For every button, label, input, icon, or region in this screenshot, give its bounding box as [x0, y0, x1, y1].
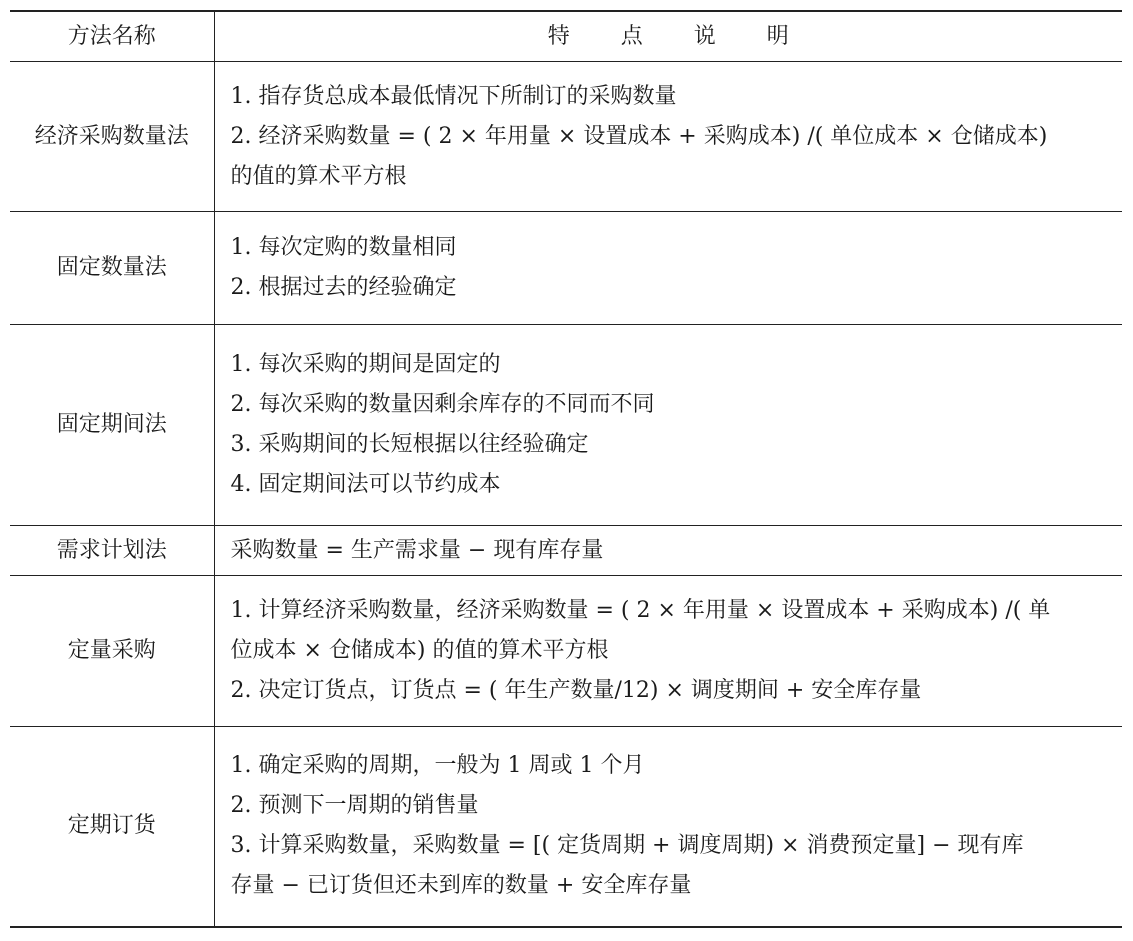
header-method-name: 方法名称 [10, 11, 214, 62]
table-header [10, 11, 1122, 62]
header-row [10, 11, 1122, 62]
table-row [10, 576, 1122, 727]
description-line: 4. 固定期间法可以节约成本 [230, 472, 501, 497]
description-line: 1. 每次定购的数量相同 [230, 235, 457, 260]
description-line: 位成本 × 仓储成本) 的值的算术平方根 [230, 638, 609, 663]
description-line: 1. 确定采购的周期，一般为 1 周或 1 个月 [230, 753, 645, 779]
table-row [10, 325, 1122, 526]
header-description-text: 特 点 说 明 [547, 23, 811, 49]
table-row [10, 62, 1122, 212]
method-name-cell: 定量采购 [10, 576, 214, 727]
method-name-cell: 固定期间法 [10, 325, 214, 526]
description-line: 3. 计算采购数量，采购数量 = [( 定货周期 + 调度周期) × 消费预定量] − 现有库 [230, 833, 1024, 859]
method-name-cell: 经济采购数量法 [10, 62, 214, 212]
method-description-cell [214, 212, 1122, 325]
description-line: 采购数量 = 生产需求量 − 现有库存量 [230, 537, 604, 563]
method-name-cell: 需求计划法 [10, 526, 214, 576]
description-line: 2. 每次采购的数量因剩余库存的不同而不同 [230, 392, 655, 417]
table-row [10, 212, 1122, 325]
purchasing-methods-table [10, 10, 1122, 928]
description-line: 2. 预测下一周期的销售量 [230, 793, 479, 819]
method-description-cell [214, 526, 1122, 576]
table-row [10, 727, 1122, 927]
description-line: 3. 采购期间的长短根据以往经验确定 [230, 432, 589, 457]
method-description-cell [214, 576, 1122, 727]
table-body [10, 62, 1122, 927]
description-line: 2. 根据过去的经验确定 [230, 275, 457, 300]
method-name-cell: 固定数量法 [10, 212, 214, 325]
table-row [10, 526, 1122, 576]
description-line: 1. 计算经济采购数量，经济采购数量 = ( 2 × 年用量 × 设置成本 + 采购成本) /( 单 [230, 598, 1051, 623]
description-line: 存量 − 已订货但还未到库的数量 + 安全库存量 [230, 873, 692, 899]
method-description-cell [214, 727, 1122, 927]
description-line: 2. 决定订货点，订货点 = ( 年生产数量/12) × 调度期间 + 安全库存量 [230, 678, 922, 703]
description-line: 的值的算术平方根 [230, 163, 407, 189]
header-description [214, 11, 1122, 62]
description-line: 1. 指存货总成本最低情况下所制订的采购数量 [230, 83, 677, 109]
method-description-cell [214, 62, 1122, 212]
description-line: 2. 经济采购数量 = ( 2 × 年用量 × 设置成本 + 采购成本) /( 单位成本 × 仓储成本) [230, 123, 1048, 149]
description-line: 1. 每次采购的期间是固定的 [230, 352, 501, 377]
method-name-cell: 定期订货 [10, 727, 214, 927]
method-description-cell [214, 325, 1122, 526]
